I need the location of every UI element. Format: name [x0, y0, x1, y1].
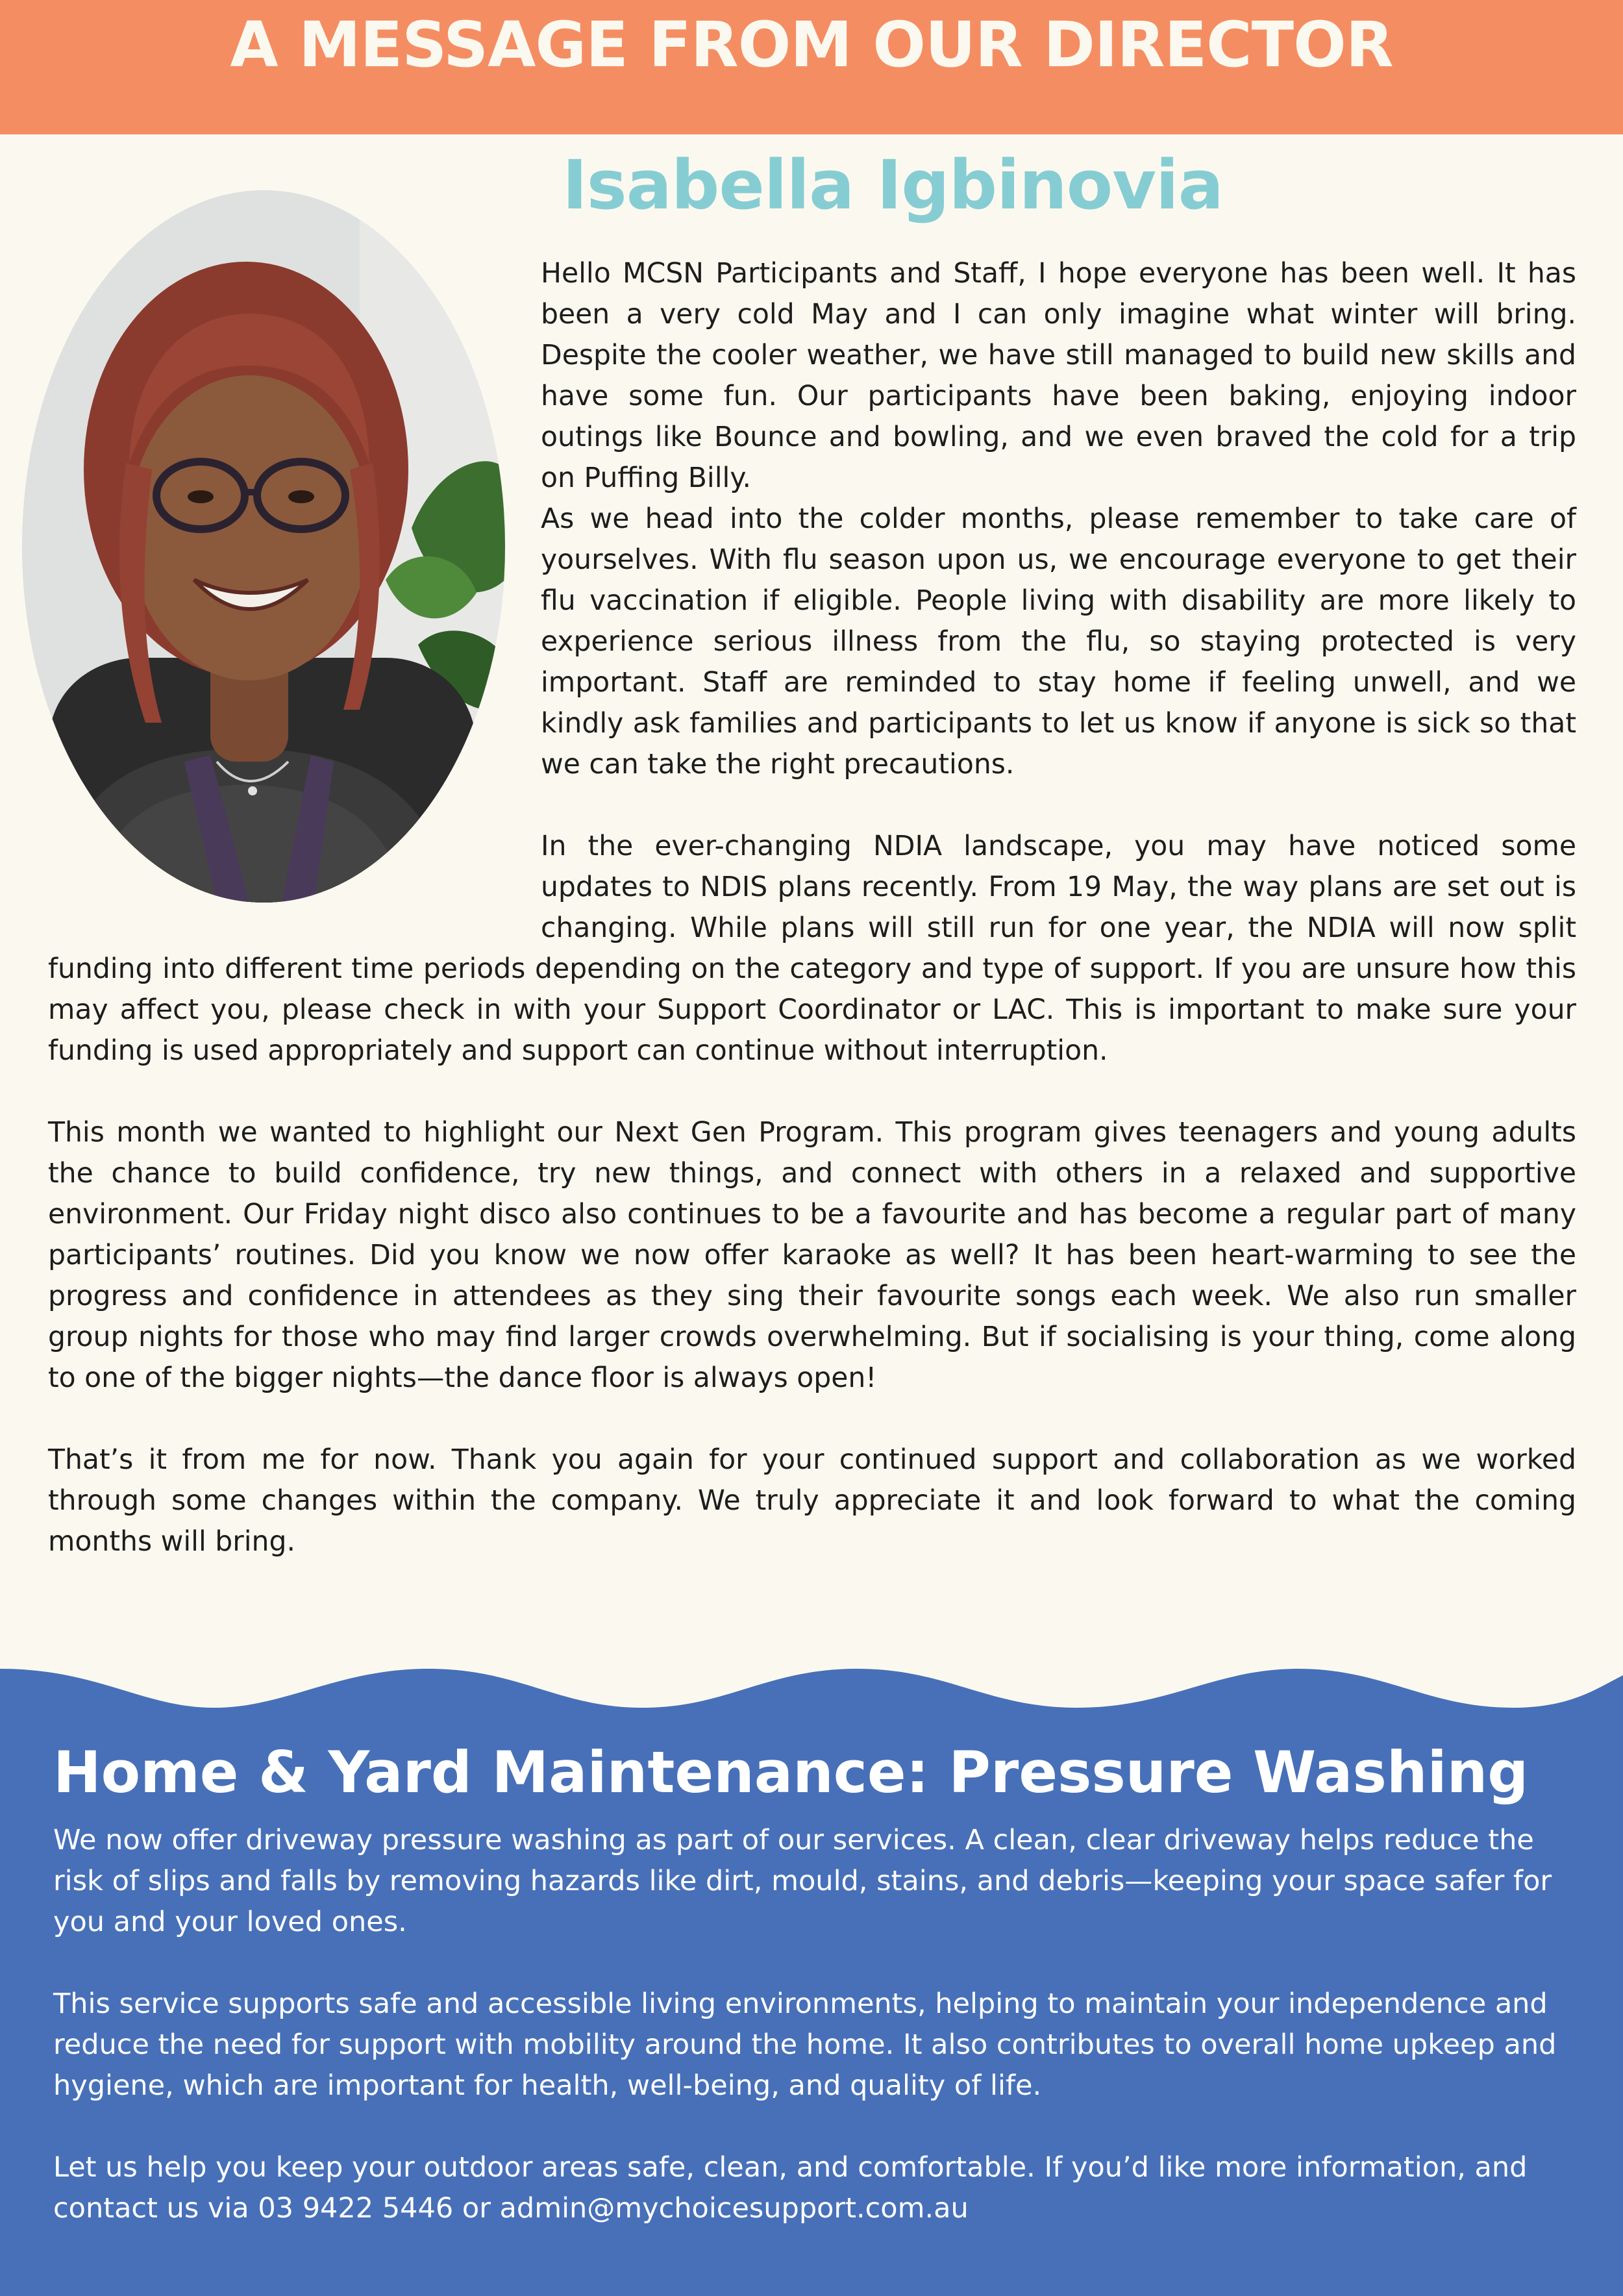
header-band — [0, 0, 1623, 134]
page-title: A MESSAGE FROM OUR DIRECTOR — [230, 8, 1393, 82]
director-letter — [48, 253, 1576, 1562]
maintenance-paragraph-3: Let us help you keep your outdoor areas safe, clean, and comfortable. If you’d like more information, and contact us via 03 9422 5446 or admin@mychoicesupport.com.au — [53, 2151, 1528, 2225]
letter-paragraph-3: In the ever-changing NDIA landscape, you may have noticed some updates to NDIS plans recently. From 19 May, the way plans are set out is changing. While plans will still run for one year, the NDIA will now split funding into different time periods depending on the category and type of support. If you are unsure how this may affect you, please check in with your Support Coordinator or LAC. This is important to make sure your funding is used appropriately and support can continue without interruption. — [48, 830, 1576, 1067]
paragraph-spacer — [53, 2106, 1566, 2147]
maintenance-body — [53, 1820, 1566, 2229]
letter-paragraph-1: Hello MCSN Participants and Staff, I hope everyone has been well. It has been a very cold May and I can only imagine what winter will bring. Despite the cooler weather, we have still managed to build new skills and have some fun. Our participants have been baking, enjoying indoor outings like Bounce and bowling, and we even braved the cold for a trip on Puffing Billy. — [541, 258, 1576, 494]
letter-paragraph-4: This month we wanted to highlight our Next Gen Program. This program gives teenagers and young adults the chance to build confidence, try new things, and connect with others in a relaxed and supportive environment. Our Friday night disco also continues to be a favourite and has become a regular part of many participants’ routines. Did you know we now offer karaoke as well? It has been heart-warming to see the progress and confidence in attendees as they sing their favourite songs each week. We also run smaller group nights for those who may find larger crowds overwhelming. But if socialising is your thing, come along to one of the bigger nights—the dance floor is always open! — [48, 1117, 1576, 1394]
maintenance-paragraph-1: We now offer driveway pressure washing as part of our services. A clean, clear driveway helps reduce the risk of slips and falls by removing hazards like dirt, mould, stains, and debris—keeping your space safer for you and your loved ones. — [53, 1824, 1552, 1938]
letter-paragraph-5: That’s it from me for now. Thank you again for your continued support and collaboration as we worked through some changes within the company. We truly appreciate it and look forward to what the coming months will bring. — [48, 1444, 1576, 1558]
paragraph-spacer — [48, 1071, 1576, 1112]
portrait-text-wrap — [48, 253, 541, 936]
director-name: Isabella Igbinovia — [562, 145, 1223, 225]
maintenance-paragraph-2: This service supports safe and accessible living environments, helping to maintain your independence and reduce the need for support with mobility around the home. It also contributes to overall home upkeep and hygiene, which are important for health, well-being, and quality of life. — [53, 1988, 1557, 2102]
maintenance-title: Home & Yard Maintenance: Pressure Washing — [53, 1739, 1529, 1806]
paragraph-spacer — [53, 1943, 1566, 1984]
paragraph-spacer — [48, 1399, 1576, 1440]
letter-paragraph-2: As we head into the colder months, please remember to take care of yourselves. With flu season upon us, we encourage everyone to get their flu vaccination if eligible. People living with disability are more likely to experience serious illness from the flu, so staying protected is very important. Staff are reminded to stay home if feeling unwell, and we kindly ask families and participants to let us know if anyone is sick so that we can take the right precautions. — [541, 503, 1576, 780]
